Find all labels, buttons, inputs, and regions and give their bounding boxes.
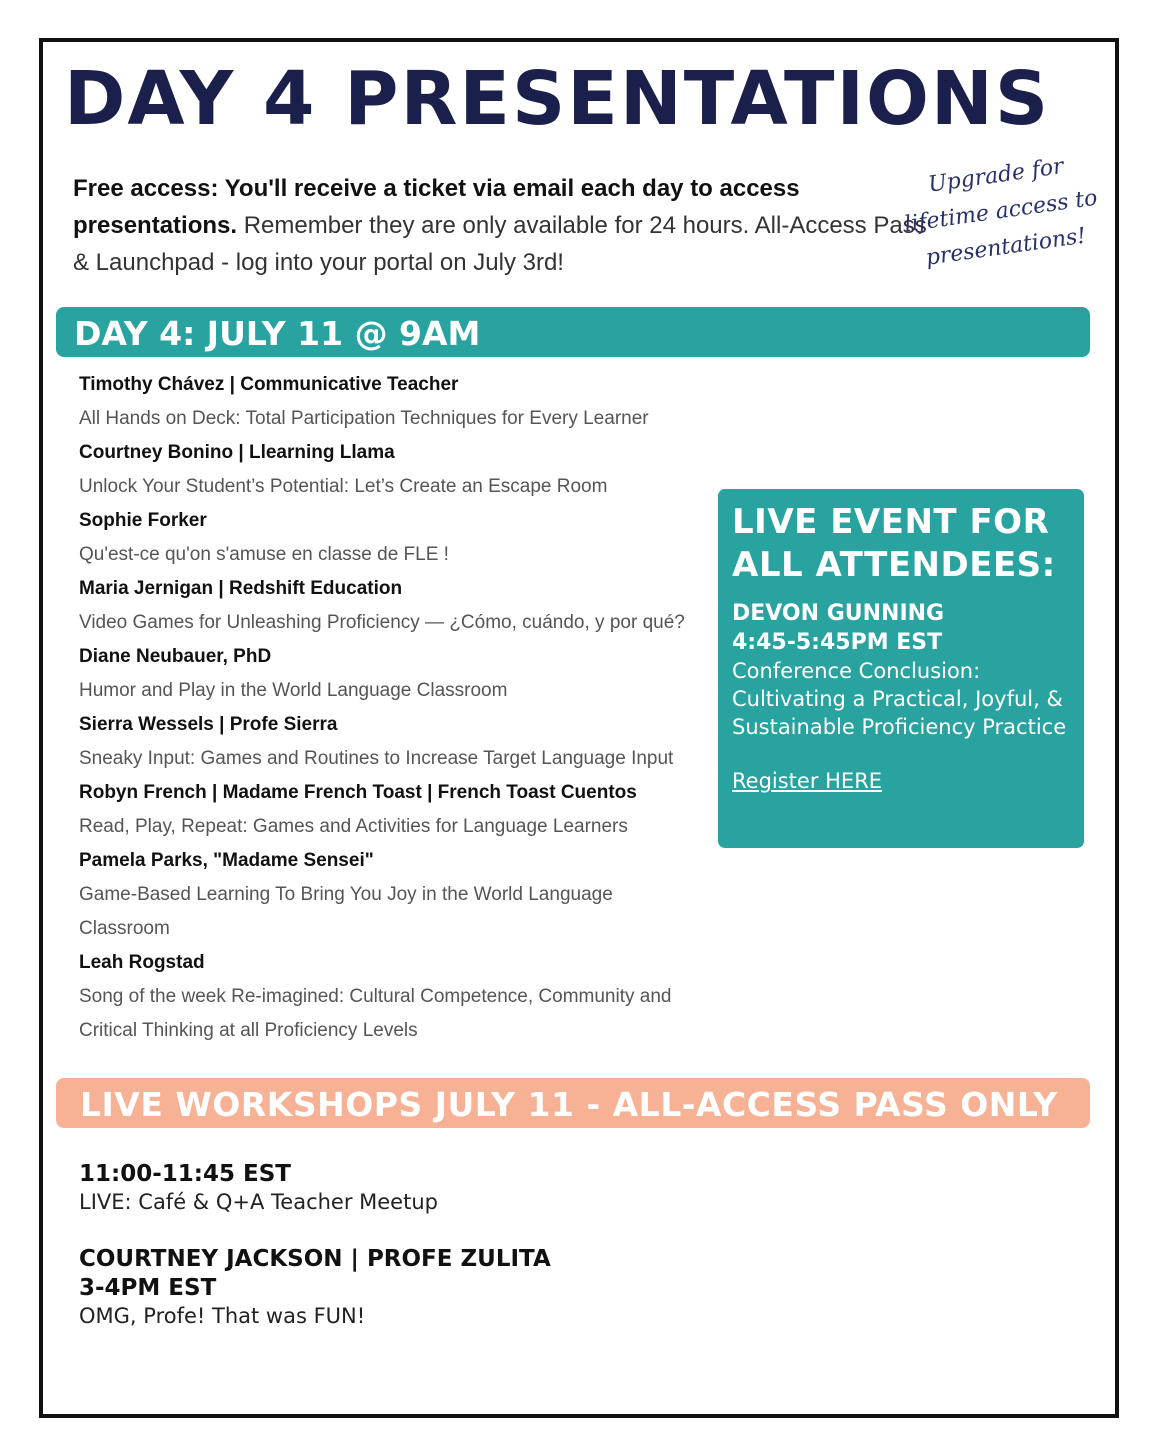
talk-title: Song of the week Re-imagined: Cultural Competence, Community and Critical Thinking at all Proficiency Levels — [79, 986, 672, 1041]
day-banner: DAY 4: JULY 11 @ 9AM — [56, 307, 1090, 357]
workshop-title: LIVE: Café & Q+A Teacher Meetup — [79, 1190, 438, 1214]
intro-bold-text: Free access: You'll receive a ticket via email each day to access presentations. — [73, 175, 800, 239]
list-item — [79, 436, 719, 504]
upgrade-note: Upgrade for lifetime access to presentations! — [902, 153, 1099, 271]
list-item — [79, 946, 719, 1048]
talk-title: Read, Play, Repeat: Games and Activities for Language Learners — [79, 816, 628, 837]
speaker-name: Timothy Chávez | Communicative Teacher — [79, 374, 459, 395]
presentation-list — [79, 368, 719, 1048]
talk-title: Qu'est-ce qu'on s'amuse en classe de FLE ! — [79, 544, 449, 565]
workshops-banner: LIVE WORKSHOPS JULY 11 - ALL-ACCESS PASS ONLY — [56, 1078, 1090, 1128]
workshop-title: OMG, Profe! That was FUN! — [79, 1304, 366, 1328]
live-event-presenter-name: DEVON GUNNING — [732, 601, 945, 626]
speaker-name: Sierra Wessels | Profe Sierra — [79, 714, 338, 735]
page-title: DAY 4 PRESENTATIONS — [64, 56, 1051, 142]
workshop-item — [79, 1160, 438, 1216]
talk-title: Video Games for Unleashing Proficiency — ¿Cómo, cuándo, y por qué? — [79, 612, 685, 633]
intro-text — [73, 170, 933, 281]
list-item — [79, 368, 719, 436]
live-event-time: 4:45-5:45PM EST — [732, 630, 943, 655]
intro-regular-text: Remember they are only available for 24 hours. All-Access Pass & Launchpad - log into your portal on July 3rd! — [73, 212, 927, 276]
list-item — [79, 776, 719, 844]
live-event-box — [718, 489, 1084, 848]
speaker-name: Maria Jernigan | Redshift Education — [79, 578, 403, 599]
speaker-name: Diane Neubauer, PhD — [79, 646, 272, 667]
talk-title: All Hands on Deck: Total Participation Techniques for Every Learner — [79, 408, 649, 429]
workshop-item — [79, 1245, 551, 1330]
list-item — [79, 640, 719, 708]
speaker-name: Leah Rogstad — [79, 952, 205, 973]
list-item — [79, 504, 719, 572]
speaker-name: Courtney Bonino | Llearning Llama — [79, 442, 395, 463]
talk-title: Game-Based Learning To Bring You Joy in the World Language Classroom — [79, 884, 613, 939]
list-item — [79, 844, 719, 946]
talk-title: Humor and Play in the World Language Classroom — [79, 680, 508, 701]
register-link[interactable]: Register HERE — [732, 769, 883, 793]
speaker-name: Pamela Parks, "Madame Sensei" — [79, 850, 374, 871]
list-item — [79, 572, 719, 640]
workshop-time: 11:00-11:45 EST — [79, 1161, 291, 1187]
list-item — [79, 708, 719, 776]
talk-title: Unlock Your Student’s Potential: Let’s Create an Escape Room — [79, 476, 608, 497]
live-event-talk: Conference Conclusion: Cultivating a Practical, Joyful, & Sustainable Proficiency Practice — [732, 659, 1067, 739]
live-event-presenter — [732, 599, 1070, 657]
talk-title: Sneaky Input: Games and Routines to Increase Target Language Input — [79, 748, 674, 769]
workshop-presenter: COURTNEY JACKSON | PROFE ZULITA — [79, 1246, 551, 1272]
live-event-heading: LIVE EVENT FOR ALL ATTENDEES: — [732, 502, 1056, 585]
workshop-time: 3-4PM EST — [79, 1275, 217, 1301]
speaker-name: Sophie Forker — [79, 510, 207, 531]
speaker-name: Robyn French | Madame French Toast | French Toast Cuentos — [79, 782, 637, 803]
